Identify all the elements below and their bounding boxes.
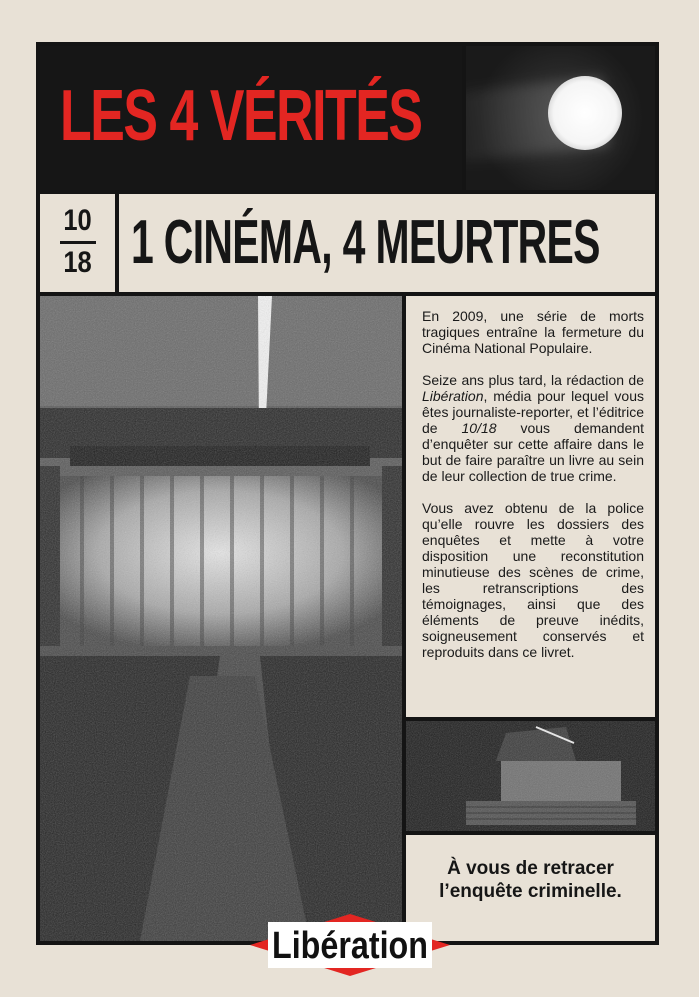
title: LES 4 VÉRITÉS [60,76,422,156]
publisher-mention: 10/18 [461,420,497,436]
title-block [40,46,462,190]
cinema-wide-illustration [406,721,655,831]
cinema-hall-illustration [40,296,402,941]
paragraph-2-end: vous demandent d’enquêter sur cette affaire dans le but de faire paraître un livre au sein de leur collection de true crime. [422,420,645,484]
call-to-action [406,857,655,903]
collection-badge [40,194,115,292]
headline: 1 CINÉMA, 4 MEURTRES [131,208,600,277]
paragraph-2-middle: , média pour lequel vous êtes journaliste-reporter, et l’éditrice de [422,388,644,436]
collection-number-top: 10 [63,204,92,237]
cta-line-2: l’enquête criminelle. [439,881,622,902]
spotlight [548,76,622,150]
paragraph-3: Vous avez obtenu de la police qu’elle rouvre les dossiers des enquêtes et mette à votre disposition une reconstitution minutieuse des scènes de crime, les retranscriptions des témoignages, ainsi que des éléments de preuve inédits, soigneusement conservés et reproduits dans ce livret. [422,500,644,660]
story-text-block [406,296,655,717]
paragraph-1: En 2009, une série de morts tragiques entraîne la fermeture du Cinéma National Populaire. [422,308,644,356]
liberation-logo [250,914,450,976]
collection-number-bottom: 18 [63,246,92,279]
headline-block [119,194,655,292]
fraction-line [60,241,96,244]
liberation-logo-graphic [250,914,450,976]
story-text [422,308,644,676]
cinema-hall-photo [40,296,402,941]
cinema-wide-photo [406,721,655,831]
paragraph-2-start: Seize ans plus tard, la rédaction de [422,372,644,388]
paragraph-2 [422,372,644,484]
cta-line-1: À vous de retracer [447,858,614,879]
liberation-mention: Libération [422,388,484,404]
projector-light-image [466,46,655,190]
logo-text: Libération [272,925,428,967]
